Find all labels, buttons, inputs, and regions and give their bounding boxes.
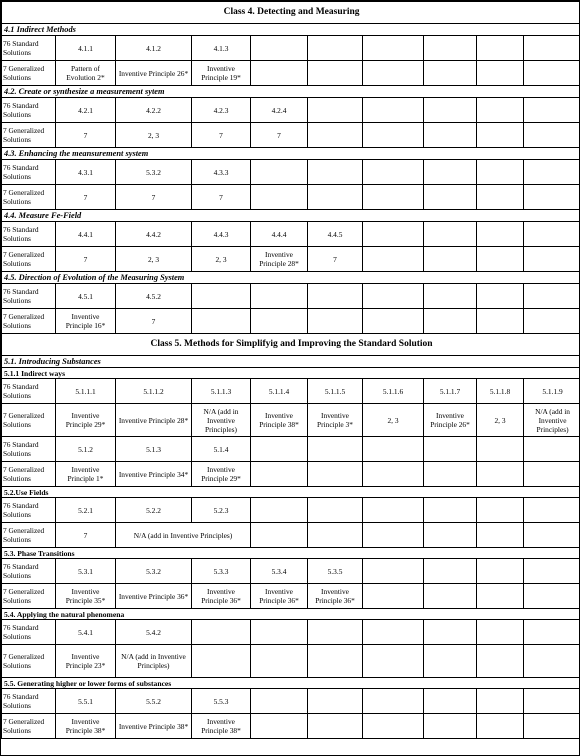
table-cell: Inventive Principle 29*	[56, 404, 116, 437]
table-cell: Inventive Principle 16*	[56, 309, 116, 334]
table-cell: Inventive Principle 35*	[56, 584, 116, 609]
table-cell: 7	[116, 309, 192, 334]
row-label: 76 Standard Solutions	[2, 437, 56, 462]
section-title-row	[2, 272, 581, 284]
table-cell	[424, 98, 477, 123]
class5-title: Class 5. Methods for Simplifyig and Improving the Standard Solution	[2, 334, 581, 356]
table-cell: Inventive Principle 36*	[308, 584, 363, 609]
table-cell: 5.3.4	[251, 559, 308, 584]
table-cell	[424, 185, 477, 210]
table-cell: 7	[192, 123, 251, 148]
table-cell	[251, 620, 308, 645]
section-title: 5.2.Use Fields	[2, 487, 581, 498]
table-cell	[363, 160, 424, 185]
table-cell	[477, 584, 524, 609]
table-cell	[424, 61, 477, 86]
table-cell	[424, 437, 477, 462]
table-cell: Inventive Principle 29*	[192, 462, 251, 487]
table-cell: 5.2.1	[56, 498, 116, 523]
table-cell	[363, 462, 424, 487]
table-cell	[477, 185, 524, 210]
section-title: 4.3. Enhancing the meansurement system	[2, 148, 581, 160]
table-cell	[308, 284, 363, 309]
table-cell	[308, 689, 363, 714]
table-cell: 4.2.4	[251, 98, 308, 123]
section-title-row	[2, 86, 581, 98]
table-cell	[363, 222, 424, 247]
row-label: 7 Generalized Solutions	[2, 247, 56, 272]
table-cell: Inventive Principle 23*	[56, 645, 116, 678]
table-cell	[363, 123, 424, 148]
table-cell: 4.1.1	[56, 36, 116, 61]
table-cell	[363, 98, 424, 123]
table-cell	[524, 523, 581, 548]
table-cell	[251, 160, 308, 185]
table-cell	[477, 98, 524, 123]
row-label: 7 Generalized Solutions	[2, 645, 56, 678]
row-label: 76 Standard Solutions	[2, 160, 56, 185]
table-cell	[251, 714, 308, 739]
table-cell	[363, 689, 424, 714]
row-label: 7 Generalized Solutions	[2, 523, 56, 548]
table-cell	[424, 620, 477, 645]
table-cell	[192, 645, 251, 678]
table-cell	[477, 247, 524, 272]
row-label: 7 Generalized Solutions	[2, 123, 56, 148]
table-cell	[424, 462, 477, 487]
table-cell	[192, 620, 251, 645]
table-cell	[424, 123, 477, 148]
standard-solutions-table	[1, 1, 580, 739]
table-cell: 5.1.4	[192, 437, 251, 462]
table-cell	[308, 160, 363, 185]
table-cell	[363, 714, 424, 739]
table-cell: Inventive Principle 26*	[116, 61, 192, 86]
table-cell	[363, 645, 424, 678]
table-row	[2, 160, 581, 185]
table-cell: 5.2.2	[116, 498, 192, 523]
section-title-row	[2, 210, 581, 222]
section-title: 5.4. Applying the natural phenomena	[2, 609, 581, 620]
table-cell	[424, 689, 477, 714]
table-cell	[477, 462, 524, 487]
section-title-row	[2, 487, 581, 498]
table-cell	[308, 437, 363, 462]
table-cell	[477, 222, 524, 247]
table-row	[2, 309, 581, 334]
table-cell: 5.5.2	[116, 689, 192, 714]
table-cell	[477, 689, 524, 714]
table-cell: 7	[251, 123, 308, 148]
table-cell	[363, 185, 424, 210]
table-cell	[251, 437, 308, 462]
table-cell: 5.1.1.3	[192, 379, 251, 404]
row-label: 7 Generalized Solutions	[2, 714, 56, 739]
table-cell: Inventive Principle 28*	[116, 404, 192, 437]
row-label: 7 Generalized Solutions	[2, 584, 56, 609]
table-cell	[477, 523, 524, 548]
table-row	[2, 523, 581, 548]
section-title-row	[2, 548, 581, 559]
section-title: 5.3. Phase Transitions	[2, 548, 581, 559]
table-cell	[363, 584, 424, 609]
table-cell: N/A (add in Inventive Principles)	[116, 523, 251, 548]
table-cell	[477, 714, 524, 739]
table-cell	[477, 559, 524, 584]
table-cell	[308, 645, 363, 678]
table-cell: 5.1.1.1	[56, 379, 116, 404]
section-title: 5.1.1 Indirect ways	[2, 368, 581, 379]
table-cell	[524, 498, 581, 523]
row-label: 7 Generalized Solutions	[2, 404, 56, 437]
row-label: 7 Generalized Solutions	[2, 185, 56, 210]
section-title: 4.1 Indirect Methods	[2, 24, 581, 36]
table-cell: 2, 3	[477, 404, 524, 437]
row-label: 7 Generalized Solutions	[2, 309, 56, 334]
table-cell: 5.3.5	[308, 559, 363, 584]
class4-title-row	[2, 2, 581, 24]
table-cell: 7	[56, 123, 116, 148]
table-cell: Inventive Principle 38*	[116, 714, 192, 739]
table-row	[2, 61, 581, 86]
table-cell	[308, 36, 363, 61]
row-label: 76 Standard Solutions	[2, 98, 56, 123]
table-row	[2, 689, 581, 714]
row-label: 76 Standard Solutions	[2, 36, 56, 61]
table-cell	[251, 523, 308, 548]
table-cell: Inventive Principle 38*	[56, 714, 116, 739]
table-cell: Inventive Principle 34*	[116, 462, 192, 487]
table-cell	[477, 123, 524, 148]
table-cell: 7	[56, 185, 116, 210]
table-row	[2, 98, 581, 123]
table-row	[2, 404, 581, 437]
table-cell	[308, 61, 363, 86]
table-cell: 4.2.1	[56, 98, 116, 123]
table-cell	[524, 309, 581, 334]
table-cell	[363, 284, 424, 309]
table-cell	[363, 437, 424, 462]
table-cell	[251, 309, 308, 334]
table-cell	[308, 98, 363, 123]
row-label: 76 Standard Solutions	[2, 222, 56, 247]
table-cell: 5.1.1.2	[116, 379, 192, 404]
table-row	[2, 584, 581, 609]
table-cell	[524, 61, 581, 86]
table-cell	[524, 284, 581, 309]
section-title-row	[2, 24, 581, 36]
table-cell: 4.4.5	[308, 222, 363, 247]
table-cell: 5.1.2	[56, 437, 116, 462]
table-cell	[363, 498, 424, 523]
table-cell	[524, 98, 581, 123]
table-cell	[424, 36, 477, 61]
table-cell: Pattern of Evolution 2*	[56, 61, 116, 86]
table-cell: 5.3.2	[116, 160, 192, 185]
table-cell: Inventive Principle 38*	[251, 404, 308, 437]
table-cell	[424, 645, 477, 678]
row-label: 76 Standard Solutions	[2, 284, 56, 309]
table-cell	[524, 160, 581, 185]
table-cell	[308, 620, 363, 645]
table-cell: N/A (add in Inventive Principles)	[192, 404, 251, 437]
table-cell	[524, 645, 581, 678]
table-cell	[424, 523, 477, 548]
table-row	[2, 247, 581, 272]
table-cell	[424, 714, 477, 739]
table-cell: 5.4.1	[56, 620, 116, 645]
row-label: 76 Standard Solutions	[2, 379, 56, 404]
table-cell	[251, 689, 308, 714]
table-row	[2, 645, 581, 678]
table-cell	[424, 309, 477, 334]
table-cell: 4.5.1	[56, 284, 116, 309]
table-cell: 4.4.1	[56, 222, 116, 247]
table-cell: 4.3.1	[56, 160, 116, 185]
table-cell	[308, 123, 363, 148]
table-cell	[477, 437, 524, 462]
table-row	[2, 714, 581, 739]
table-cell	[363, 559, 424, 584]
table-cell	[363, 620, 424, 645]
table-cell	[308, 309, 363, 334]
table-cell	[524, 620, 581, 645]
table-cell: 7	[56, 523, 116, 548]
row-label: 76 Standard Solutions	[2, 559, 56, 584]
table-cell: 5.4.2	[116, 620, 192, 645]
table-cell	[251, 185, 308, 210]
table-cell: N/A (add in Inventive Principles)	[116, 645, 192, 678]
section-title-row	[2, 148, 581, 160]
table-cell	[477, 309, 524, 334]
section-title: 4.4. Measure Fe-Field	[2, 210, 581, 222]
table-cell: Inventive Principle 26*	[424, 404, 477, 437]
table-cell	[524, 247, 581, 272]
table-row	[2, 222, 581, 247]
table-cell: 4.4.4	[251, 222, 308, 247]
table-cell	[477, 645, 524, 678]
row-label: 76 Standard Solutions	[2, 498, 56, 523]
table-cell: 5.1.1.9	[524, 379, 581, 404]
table-cell: 5.1.3	[116, 437, 192, 462]
table-cell	[251, 645, 308, 678]
table-cell	[424, 222, 477, 247]
section-title: 4.5. Direction of Evolution of the Measuring System	[2, 272, 581, 284]
table-cell	[308, 185, 363, 210]
table-cell	[424, 284, 477, 309]
table-cell: Inventive Principle 36*	[251, 584, 308, 609]
table-cell	[524, 714, 581, 739]
table-cell	[524, 123, 581, 148]
table-cell	[424, 247, 477, 272]
table-cell: 4.4.3	[192, 222, 251, 247]
row-label: 76 Standard Solutions	[2, 689, 56, 714]
table-cell: 4.3.3	[192, 160, 251, 185]
table-row	[2, 36, 581, 61]
table-cell: 7	[308, 247, 363, 272]
table-cell	[524, 584, 581, 609]
table-cell	[251, 61, 308, 86]
table-cell: 2, 3	[116, 247, 192, 272]
table-row	[2, 620, 581, 645]
table-cell: 2, 3	[116, 123, 192, 148]
table-row	[2, 559, 581, 584]
table-cell: 5.1.1.8	[477, 379, 524, 404]
table-cell	[363, 523, 424, 548]
section-title: 4.2. Create or synthesize a measurement sytem	[2, 86, 581, 98]
table-cell: 4.2.2	[116, 98, 192, 123]
table-row	[2, 498, 581, 523]
row-label: 7 Generalized Solutions	[2, 61, 56, 86]
table-cell	[251, 36, 308, 61]
table-cell	[424, 160, 477, 185]
table-cell	[192, 309, 251, 334]
class4-title: Class 4. Detecting and Measuring	[2, 2, 581, 24]
table-cell: 2, 3	[363, 404, 424, 437]
table-cell: Inventive Principle 28*	[251, 247, 308, 272]
table-row	[2, 379, 581, 404]
table-cell	[363, 247, 424, 272]
table-cell: Inventive Principle 19*	[192, 61, 251, 86]
table-cell	[363, 309, 424, 334]
table-cell: Inventive Principle 3*	[308, 404, 363, 437]
table-cell: 4.1.2	[116, 36, 192, 61]
table-row	[2, 462, 581, 487]
table-row	[2, 185, 581, 210]
table-cell: Inventive Principle 38*	[192, 714, 251, 739]
table-cell	[524, 185, 581, 210]
table-cell: 7	[116, 185, 192, 210]
table-cell	[477, 498, 524, 523]
table-cell	[524, 437, 581, 462]
table-cell: 5.1.1.5	[308, 379, 363, 404]
table-cell	[524, 689, 581, 714]
table-cell: 5.2.3	[192, 498, 251, 523]
table-row	[2, 123, 581, 148]
row-label: 76 Standard Solutions	[2, 620, 56, 645]
section-title-row	[2, 356, 581, 368]
table-cell: 5.3.1	[56, 559, 116, 584]
table-cell	[424, 584, 477, 609]
table-cell: 5.3.3	[192, 559, 251, 584]
table-cell	[363, 61, 424, 86]
section-title: 5.1. Introducing Substances	[2, 356, 581, 368]
table-cell: 5.3.2	[116, 559, 192, 584]
table-cell: 4.2.3	[192, 98, 251, 123]
table-cell: 4.5.2	[116, 284, 192, 309]
table-cell	[477, 61, 524, 86]
table-cell	[477, 284, 524, 309]
table-row	[2, 284, 581, 309]
table-cell: 5.1.1.7	[424, 379, 477, 404]
table-cell	[524, 462, 581, 487]
table-cell: N/A (add in Inventive Principles)	[524, 404, 581, 437]
table-cell: Inventive Principle 36*	[116, 584, 192, 609]
table-cell: 4.4.2	[116, 222, 192, 247]
table-cell	[477, 36, 524, 61]
table-cell: Inventive Principle 36*	[192, 584, 251, 609]
class5-title-row	[2, 334, 581, 356]
section-title-row	[2, 368, 581, 379]
table-cell	[308, 714, 363, 739]
table-cell	[477, 620, 524, 645]
section-title-row	[2, 609, 581, 620]
table-cell: 5.5.3	[192, 689, 251, 714]
table-cell: 2, 3	[192, 247, 251, 272]
section-title: 5.5. Generating higher or lower forms of substances	[2, 678, 581, 689]
table-cell: 4.1.3	[192, 36, 251, 61]
table-cell: Inventive Principle 1*	[56, 462, 116, 487]
table-cell	[363, 36, 424, 61]
table-cell	[524, 36, 581, 61]
table-cell	[524, 222, 581, 247]
table-row	[2, 437, 581, 462]
table-cell	[251, 284, 308, 309]
row-label: 7 Generalized Solutions	[2, 462, 56, 487]
table-cell	[424, 498, 477, 523]
table-cell	[251, 498, 308, 523]
table-cell	[251, 462, 308, 487]
table-cell: 7	[192, 185, 251, 210]
table-cell	[192, 284, 251, 309]
table-cell	[477, 160, 524, 185]
table-cell	[308, 523, 363, 548]
table-cell	[424, 559, 477, 584]
table-cell: 7	[56, 247, 116, 272]
table-cell	[308, 462, 363, 487]
table-cell: 5.5.1	[56, 689, 116, 714]
section-title-row	[2, 678, 581, 689]
table-cell: 5.1.1.4	[251, 379, 308, 404]
table-cell	[524, 559, 581, 584]
table-cell: 5.1.1.6	[363, 379, 424, 404]
table-cell	[308, 498, 363, 523]
